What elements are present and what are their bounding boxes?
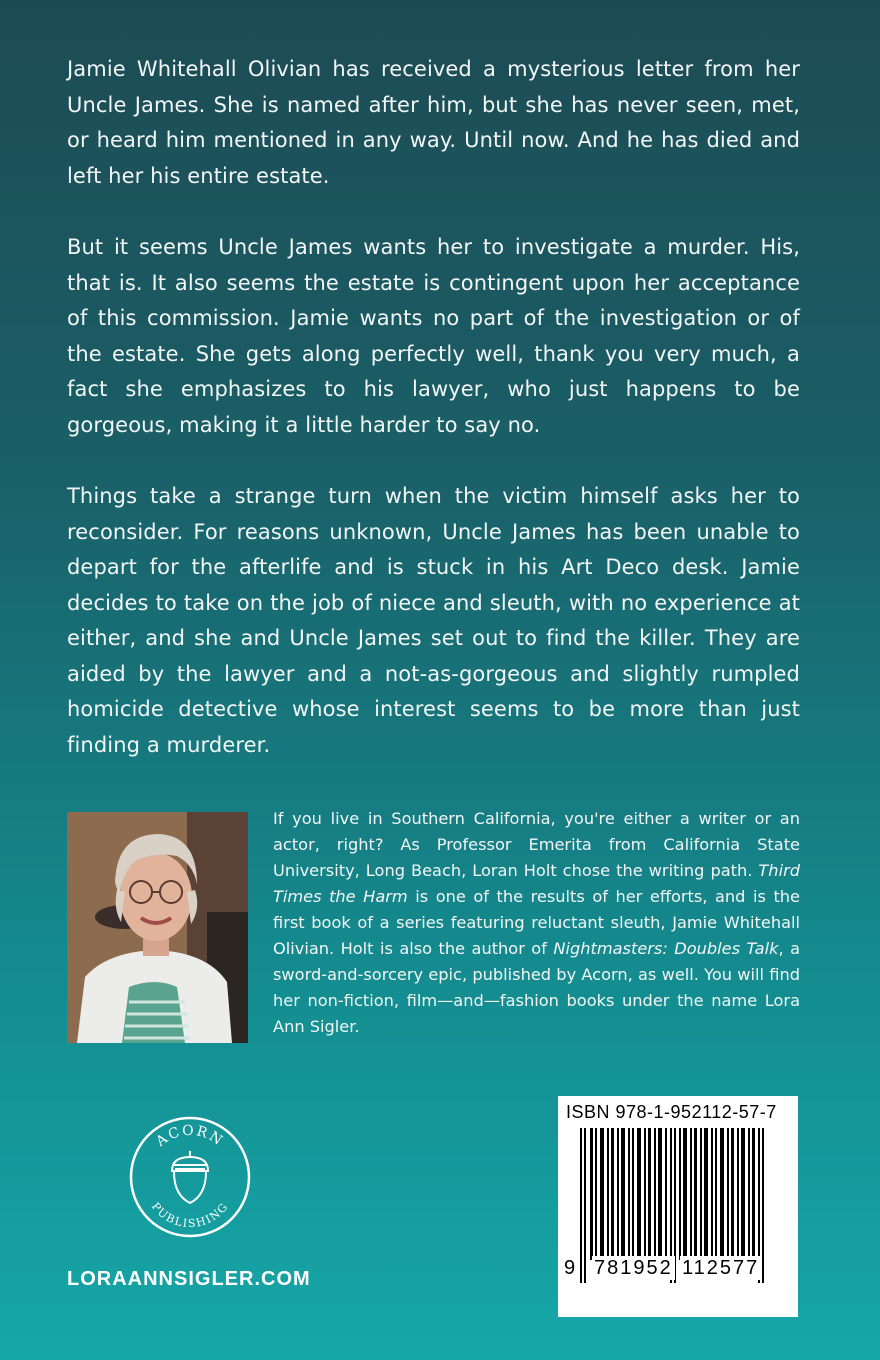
bio-text: , a sword-and-sorcery epic, published by Acorn, as well. You will find her non-fiction, film—and—fashion books under the name Lora Ann Sigler. [273,939,800,1036]
svg-text:PUBLISHING [149,1200,231,1230]
author-photo [67,812,248,1043]
author-website: LORAANNSIGLER.COM [67,1268,311,1290]
bio-text: is one of the results of her efforts, and is the first book of a series featuring reluctant sleuth, Jamie Whitehall Olivian. Holt is also the author of [273,887,801,958]
author-portrait-image [67,812,248,1043]
acorn-logo-seal [128,1115,252,1239]
blurb-paragraph: Jamie Whitehall Olivian has received a mysterious letter from her Uncle James. She is named after him, but she has never seen, met, or heard him mentioned in any way. Until now. And he has died and left her his entire estate. [67,57,800,188]
barcode-digits-right: 112577 [682,1257,760,1279]
book-title: Third Times the Harm [273,861,800,906]
blurb-paragraph: But it seems Uncle James wants her to investigate a murder. His, that is. It also seems the estate is contingent upon her acceptance of this commission. Jamie wants no part of the investigation or of the estate. She gets along perfectly well, thank you very much, a fact she emphasizes to his lawyer, who just happens to be gorgeous, making it a little harder to say no. [67,235,800,437]
blurb-paragraph: Things take a strange turn when the victim himself asks her to reconsider. For reasons unknown, Uncle James has been unable to depart for the afterlife and is stuck in his Art Deco desk. Jamie decides to take on the job of niece and sleuth, with no experience at either, and she and Uncle James set out to find the killer. They are aided by the lawyer and a not-as-gorgeous and slightly rumpled homicide detective whose interest seems to be more than just finding a murderer. [67,484,800,757]
acorn-publishing-logo [128,1115,252,1239]
acorn-icon [172,1151,208,1203]
isbn-label: ISBN 978-1-952112-57-7 [566,1102,777,1122]
book-title: Nightmasters: Doubles Talk [553,939,779,958]
isbn-barcode [558,1096,798,1317]
bio-text: If you live in Southern California, you're either a writer or an actor, right? As Professor Emerita from California State University, Long Beach, Loran Holt chose the writing path. [273,809,800,880]
barcode-digits-left: 781952 [594,1257,673,1279]
logo-top-text: ACORN [153,1122,227,1150]
barcode-digit-first: 9 [564,1257,576,1279]
author-bio [273,806,800,1040]
svg-text:ACORN [152,1123,226,1151]
logo-bottom-text: PUBLISHING [148,1199,232,1231]
barcode-digits [558,1256,798,1282]
back-cover-blurb [67,52,800,799]
